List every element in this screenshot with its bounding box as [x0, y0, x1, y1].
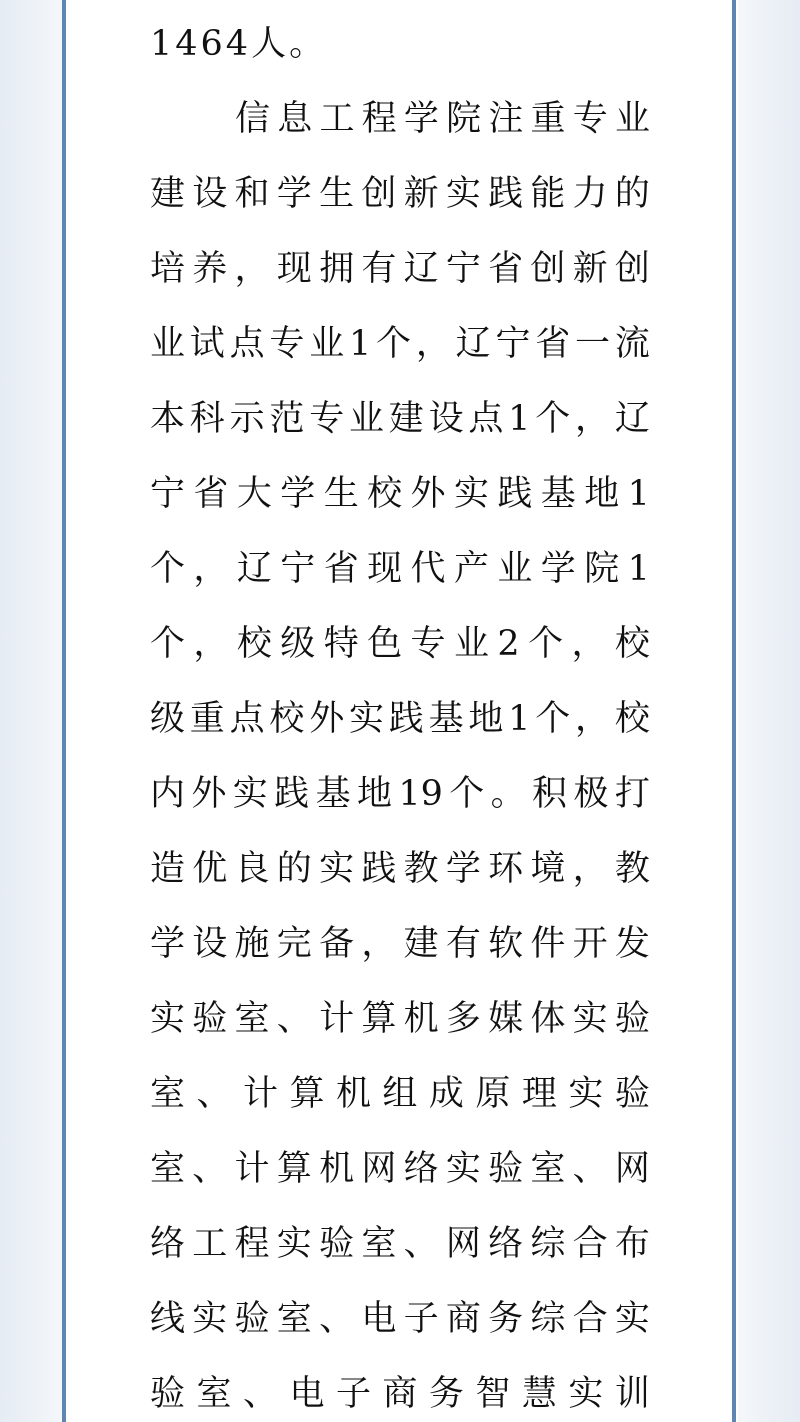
text-line: 内 外 实 践 基 地 19 个 。 积 极 打 [150, 774, 650, 814]
text-line: 线 实 验 室 、 电 子 商 务 综 合 实 [150, 1299, 650, 1339]
text-line: 络 工 程 实 验 室 、 网 络 综 合 布 [150, 1224, 650, 1264]
text-line: 业 试 点 专 业 1 个 ， 辽 宁 省 一 流 [150, 324, 650, 364]
text-line: 实 验 室 、 计 算 机 多 媒 体 实 验 [150, 999, 650, 1039]
text-line: 个 ， 校 级 特 色 专 业 2 个 ， 校 [150, 624, 650, 664]
text-line: 室 、 计 算 机 网 络 实 验 室 、 网 [150, 1149, 650, 1189]
text-line: 个 ， 辽 宁 省 现 代 产 业 学 院 1 [150, 549, 650, 589]
left-margin [0, 0, 62, 1422]
text-line: 1464 人 。 [150, 24, 328, 64]
text-line: 验 室 、 电 子 商 务 智 慧 实 训 [150, 1374, 650, 1414]
article-body [150, 7, 650, 1422]
text-line: 造 优 良 的 实 践 教 学 环 境 ， 教 [150, 849, 650, 889]
left-frame-border [62, 0, 66, 1422]
text-line: 学 设 施 完 备 ， 建 有 软 件 开 发 [150, 924, 650, 964]
text-line: 信 息 工 程 学 院 注 重 专 业 [235, 99, 650, 139]
text-line: 本 科 示 范 专 业 建 设 点 1 个 ， 辽 [150, 399, 650, 439]
text-line: 级 重 点 校 外 实 践 基 地 1 个 ， 校 [150, 699, 650, 739]
right-margin [738, 0, 800, 1422]
text-line: 室 、 计 算 机 组 成 原 理 实 验 [150, 1074, 650, 1114]
text-line: 培 养 ， 现 拥 有 辽 宁 省 创 新 创 [150, 249, 650, 289]
right-frame-border [732, 0, 736, 1422]
text-line: 宁 省 大 学 生 校 外 实 践 基 地 1 [150, 474, 650, 514]
text-line: 建 设 和 学 生 创 新 实 践 能 力 的 [150, 174, 650, 214]
